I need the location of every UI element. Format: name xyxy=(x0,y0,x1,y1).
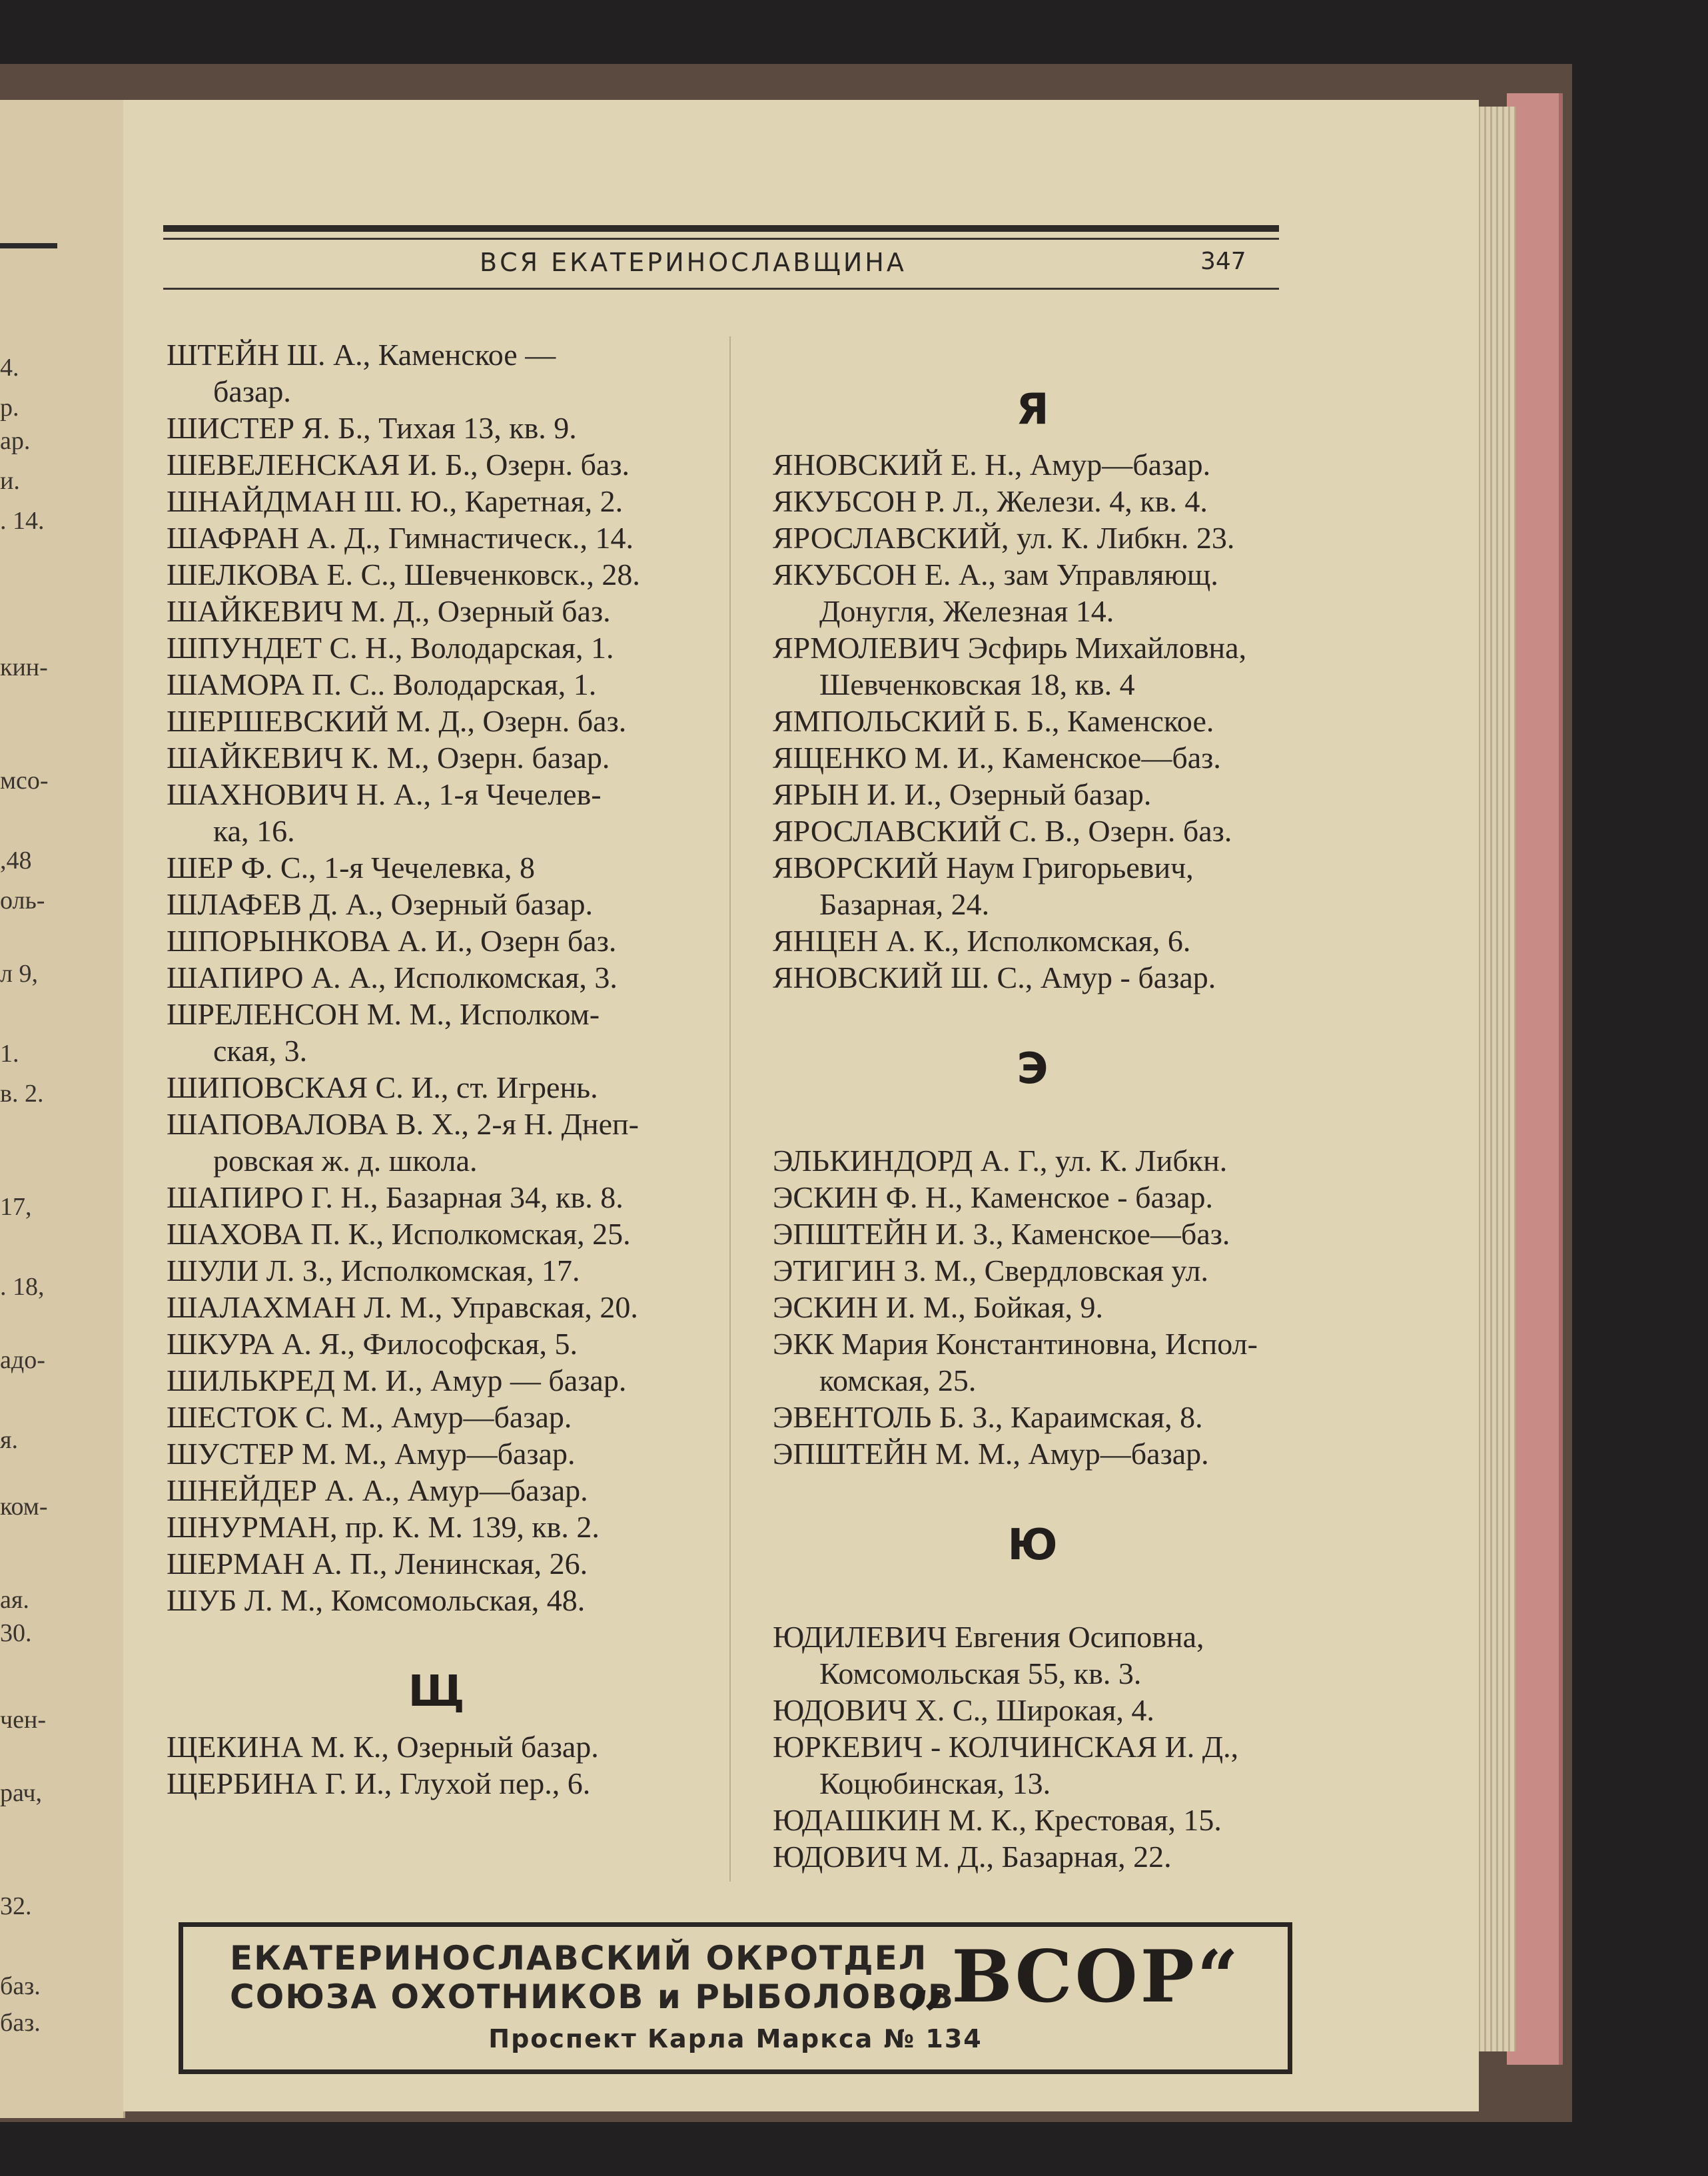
entry-text: ЮДОВИЧ Х. С., Широкая, 4. xyxy=(773,1693,1154,1727)
entry-continuation: базар. xyxy=(213,374,291,408)
directory-entry xyxy=(773,959,1292,996)
entry-text: ЯНОВСКИЙ Ш. С., Амур - базар. xyxy=(773,960,1216,994)
entry-text: ШАМОРА П. С.. Володарская, 1. xyxy=(167,667,597,701)
entry-continuation: ка, 16. xyxy=(213,814,295,848)
directory-entry xyxy=(773,813,1292,849)
entry-text: ШЕВЕЛЕНСКАЯ И. Б., Озерн. баз. xyxy=(167,448,630,482)
directory-entry xyxy=(167,996,706,1069)
section-spacer xyxy=(773,1472,1292,1509)
previous-page-fragment: мсо- xyxy=(0,767,49,795)
entry-text: ЯЩЕНКО М. И., Каменское—баз. xyxy=(773,741,1221,775)
previous-page-fragment: 32. xyxy=(0,1892,32,1920)
directory-entry xyxy=(773,556,1292,629)
directory-entry xyxy=(773,1692,1292,1728)
directory-entry xyxy=(167,446,706,483)
entry-text: ЭСКИН Ф. Н., Каменское - базар. xyxy=(773,1180,1214,1214)
entry-text: ШИСТЕР Я. Б., Тихая 13, кв. 9. xyxy=(167,411,577,445)
directory-entry xyxy=(773,776,1292,813)
previous-page-edge xyxy=(0,100,125,2118)
directory-entry xyxy=(773,520,1292,556)
entry-text: ЭЛЬКИНДОРД А. Г., ул. К. Либкн. xyxy=(773,1144,1228,1178)
entry-text: ЩЕКИНА М. К., Озерный базар. xyxy=(167,1730,599,1764)
directory-entry xyxy=(773,483,1292,520)
previous-page-fragment: л 9, xyxy=(0,960,38,988)
entry-text: ШЕСТОК С. М., Амур—базар. xyxy=(167,1400,572,1434)
entry-text: ЯРОСЛАВСКИЙ С. В., Озерн. баз. xyxy=(773,814,1232,848)
directory-entry xyxy=(167,1545,706,1582)
previous-page-fragment: рач, xyxy=(0,1779,42,1807)
directory-entry xyxy=(167,739,706,776)
entry-text: ШАФРАН А. Д., Гимнастическ., 14. xyxy=(167,521,634,555)
entry-text: ШАХОВА П. К., Исполкомская, 25. xyxy=(167,1217,631,1251)
directory-entry xyxy=(167,1325,706,1362)
previous-page-fragment: оль- xyxy=(0,887,45,914)
header-rule-thick xyxy=(163,225,1279,232)
entry-text: ШПОРЫНКОВА А. И., Озерн баз. xyxy=(167,924,617,958)
previous-page-fragment: баз. xyxy=(0,1972,41,2000)
entry-continuation: Шевченковская 18, кв. 4 xyxy=(819,667,1135,701)
directory-entry xyxy=(167,849,706,886)
page-number: 347 xyxy=(1200,248,1246,275)
directory-entry xyxy=(167,1362,706,1399)
entry-continuation: ровская ж. д. школа. xyxy=(213,1144,478,1178)
entry-text: ЯКУБСОН Р. Л., Желези. 4, кв. 4. xyxy=(773,484,1208,518)
directory-entry xyxy=(773,1179,1292,1216)
directory-entry xyxy=(773,1619,1292,1692)
directory-entry xyxy=(167,483,706,520)
entry-continuation: Донугля, Железная 14. xyxy=(819,594,1114,628)
entry-text: ШАПИРО А. А., Исполкомская, 3. xyxy=(167,960,618,994)
directory-entry xyxy=(167,666,706,703)
previous-page-fragment: и. xyxy=(0,467,20,495)
entry-text: ЯРОСЛАВСКИЙ, ул. К. Либкн. 23. xyxy=(773,521,1235,555)
ad-address: Проспект Карла Маркса № 134 xyxy=(488,2024,983,2053)
ad-line-union: СОЮЗА ОХОТНИКОВ и РЫБОЛОВОВ xyxy=(230,1978,955,2016)
directory-entry xyxy=(167,703,706,739)
directory-entry xyxy=(773,629,1292,703)
entry-text: ШЕРШЕВСКИЙ М. Д., Озерн. баз. xyxy=(167,704,627,738)
entry-text: ЯНОВСКИЙ Е. Н., Амур—базар. xyxy=(773,448,1211,482)
entry-text: ШЕРМАН А. П., Ленинская, 26. xyxy=(167,1547,588,1581)
directory-entry xyxy=(167,776,706,849)
previous-page-fragment: ая. xyxy=(0,1586,29,1614)
entry-text: ЩЕРБИНА Г. И., Глухой пер., 6. xyxy=(167,1766,591,1800)
directory-entry xyxy=(167,1069,706,1106)
entry-text: ШНЕЙДЕР А. А., Амур—базар. xyxy=(167,1473,588,1507)
entry-text: ЯНЦЕН А. К., Исполкомская, 6. xyxy=(773,924,1191,958)
directory-entry xyxy=(167,1289,706,1325)
entry-text: ЮДАШКИН М. К., Крестовая, 15. xyxy=(773,1803,1222,1837)
entry-text: ШКУРА А. Я., Философская, 5. xyxy=(167,1327,578,1361)
entry-text: ШУСТЕР М. М., Амур—базар. xyxy=(167,1437,576,1471)
directory-entry xyxy=(773,703,1292,739)
previous-page-fragment: кин- xyxy=(0,653,48,681)
entry-text: ШАЙКЕВИЧ М. Д., Озерный баз. xyxy=(167,594,611,628)
directory-entry xyxy=(773,922,1292,959)
directory-entry xyxy=(167,410,706,446)
directory-entry xyxy=(773,1435,1292,1472)
entry-text: ШНАЙДМАН Ш. Ю., Каретная, 2. xyxy=(167,484,624,518)
entry-text: ШПУНДЕТ С. Н., Володарская, 1. xyxy=(167,631,614,665)
entry-text: ШИЛЬКРЕД М. И., Амур — базар. xyxy=(167,1363,627,1397)
previous-page-fragment: адо- xyxy=(0,1346,45,1374)
previous-page-fragment: . 18, xyxy=(0,1273,45,1301)
directory-entry xyxy=(773,1216,1292,1252)
right-column xyxy=(773,373,1292,1875)
directory-entry xyxy=(167,629,706,666)
entry-text: ЮРКЕВИЧ - КОЛЧИНСКАЯ И. Д., xyxy=(773,1730,1239,1764)
entry-text: ШАЛАХМАН Л. М., Управская, 20. xyxy=(167,1290,638,1324)
directory-entry xyxy=(167,1106,706,1179)
section-spacer xyxy=(773,1106,1292,1142)
entry-text: ЯМПОЛЬСКИЙ Б. Б., Каменское. xyxy=(773,704,1214,738)
entry-text: ШАХНОВИЧ Н. А., 1-я Чечелев- xyxy=(167,777,602,811)
entry-text: ШАПОВАЛОВА В. Х., 2-я Н. Днеп- xyxy=(167,1107,639,1141)
section-letter-heading: Щ xyxy=(408,1667,465,1716)
directory-entry xyxy=(167,593,706,629)
directory-entry xyxy=(167,1509,706,1545)
entry-text: ЮДОВИЧ М. Д., Базарная, 22. xyxy=(773,1840,1172,1874)
directory-entry xyxy=(773,1252,1292,1289)
entry-text: ШИПОВСКАЯ С. И., ст. Игрень. xyxy=(167,1070,598,1104)
entry-text: ШРЕЛЕНСОН М. М., Исполком- xyxy=(167,997,600,1031)
previous-page-fragment: . 14. xyxy=(0,507,45,535)
previous-page-fragment: чен- xyxy=(0,1706,46,1734)
entry-continuation: Коцюбинская, 13. xyxy=(819,1766,1051,1800)
directory-entry xyxy=(773,1325,1292,1399)
running-header-title: ВСЯ ЕКАТЕРИНОСЛАВЩИНА xyxy=(480,248,907,277)
entry-continuation: Комсомольская 55, кв. 3. xyxy=(819,1656,1142,1690)
previous-page-fragment: я. xyxy=(0,1426,18,1454)
directory-entry xyxy=(773,1802,1292,1838)
entry-text: ШЛАФЕВ Д. А., Озерный базар. xyxy=(167,887,594,921)
section-spacer xyxy=(773,1582,1292,1619)
directory-entry xyxy=(167,1252,706,1289)
entry-text: ЯРМОЛЕВИЧ Эсфирь Михайловна, xyxy=(773,631,1247,665)
directory-entry xyxy=(773,1728,1292,1802)
section-letter-heading: Я xyxy=(1016,385,1049,434)
previous-page-fragment: в. 2. xyxy=(0,1080,44,1108)
entry-continuation: ская, 3. xyxy=(213,1034,308,1068)
entry-continuation: комская, 25. xyxy=(819,1363,977,1397)
ad-line-organization: ЕКАТЕРИНОСЛАВСКИЙ ОКРОТДЕЛ xyxy=(230,1939,928,1978)
entry-text: ШТЕЙН Ш. А., Каменское — xyxy=(167,338,556,372)
previous-page-fragment: р. xyxy=(0,394,19,422)
column-divider xyxy=(729,336,731,1882)
previous-page-fragment: ар. xyxy=(0,427,31,455)
directory-entry xyxy=(167,336,706,410)
directory-entry xyxy=(167,556,706,593)
entry-text: ЭТИГИН З. М., Свердловская ул. xyxy=(773,1254,1208,1287)
directory-entry xyxy=(167,1472,706,1509)
entry-text: ЯВОРСКИЙ Наум Григорьевич, xyxy=(773,851,1194,885)
previous-page-fragment: 4. xyxy=(0,354,19,382)
header-rule-thin xyxy=(163,238,1279,240)
directory-entry xyxy=(773,1399,1292,1435)
entry-text: ШАПИРО Г. Н., Базарная 34, кв. 8. xyxy=(167,1180,624,1214)
directory-entry xyxy=(167,1399,706,1435)
directory-entry xyxy=(167,922,706,959)
directory-entry xyxy=(167,1179,706,1216)
entry-text: ЯРЫН И. И., Озерный базар. xyxy=(773,777,1152,811)
entry-text: ШЕР Ф. С., 1-я Чечелевка, 8 xyxy=(167,851,535,885)
entry-text: ШУБ Л. М., Комсомольская, 48. xyxy=(167,1583,586,1617)
advertisement-box xyxy=(179,1922,1292,2074)
directory-entry xyxy=(167,886,706,922)
directory-entry xyxy=(167,1765,706,1802)
previous-page-fragment: 30. xyxy=(0,1619,32,1647)
previous-page-fragment: 17, xyxy=(0,1193,32,1221)
entry-continuation: Базарная, 24. xyxy=(819,887,990,921)
directory-entry xyxy=(167,959,706,996)
entry-text: ШАЙКЕВИЧ К. М., Озерн. базар. xyxy=(167,741,610,775)
directory-entry xyxy=(167,1728,706,1765)
directory-entry xyxy=(167,520,706,556)
entry-text: ШУЛИ Л. З., Исполкомская, 17. xyxy=(167,1254,580,1287)
entry-text: ШЕЛКОВА Е. С., Шевченковск., 28. xyxy=(167,557,640,591)
entry-text: ЭПШТЕЙН М. М., Амур—базар. xyxy=(773,1437,1209,1471)
directory-entry xyxy=(773,1289,1292,1325)
directory-entry xyxy=(773,1838,1292,1875)
previous-page-fragment: баз. xyxy=(0,2009,41,2037)
directory-entry xyxy=(167,1216,706,1252)
directory-entry xyxy=(167,1582,706,1619)
previous-page-rule xyxy=(0,243,57,248)
entry-text: ЭСКИН И. М., Бойкая, 9. xyxy=(773,1290,1104,1324)
directory-entry xyxy=(773,739,1292,776)
previous-page-fragment: 1. xyxy=(0,1040,19,1068)
entry-text: ЭКК Мария Константиновна, Испол- xyxy=(773,1327,1258,1361)
previous-page-fragment: ,48 xyxy=(0,847,32,875)
directory-entry xyxy=(773,1142,1292,1179)
directory-entry xyxy=(167,1435,706,1472)
left-column xyxy=(167,336,706,1802)
directory-entry xyxy=(773,446,1292,483)
entry-text: ЮДИЛЕВИЧ Евгения Осиповна, xyxy=(773,1620,1204,1654)
directory-entry xyxy=(773,849,1292,922)
section-spacer xyxy=(773,996,1292,1032)
section-spacer xyxy=(167,1619,706,1655)
entry-text: ШНУРМАН, пр. К. М. 139, кв. 2. xyxy=(167,1510,600,1544)
ad-brand: „ВСОР“ xyxy=(907,1935,1241,2019)
entry-text: ЯКУБСОН Е. А., зам Управляющ. xyxy=(773,557,1218,591)
header-rule-bottom xyxy=(163,288,1279,290)
entry-text: ЭВЕНТОЛЬ Б. З., Караимская, 8. xyxy=(773,1400,1203,1434)
section-letter-heading: Э xyxy=(1017,1044,1049,1094)
entry-text: ЭПШТЕЙН И. З., Каменское—баз. xyxy=(773,1217,1230,1251)
previous-page-fragment: ком- xyxy=(0,1493,48,1521)
section-letter-heading: Ю xyxy=(1007,1521,1058,1570)
